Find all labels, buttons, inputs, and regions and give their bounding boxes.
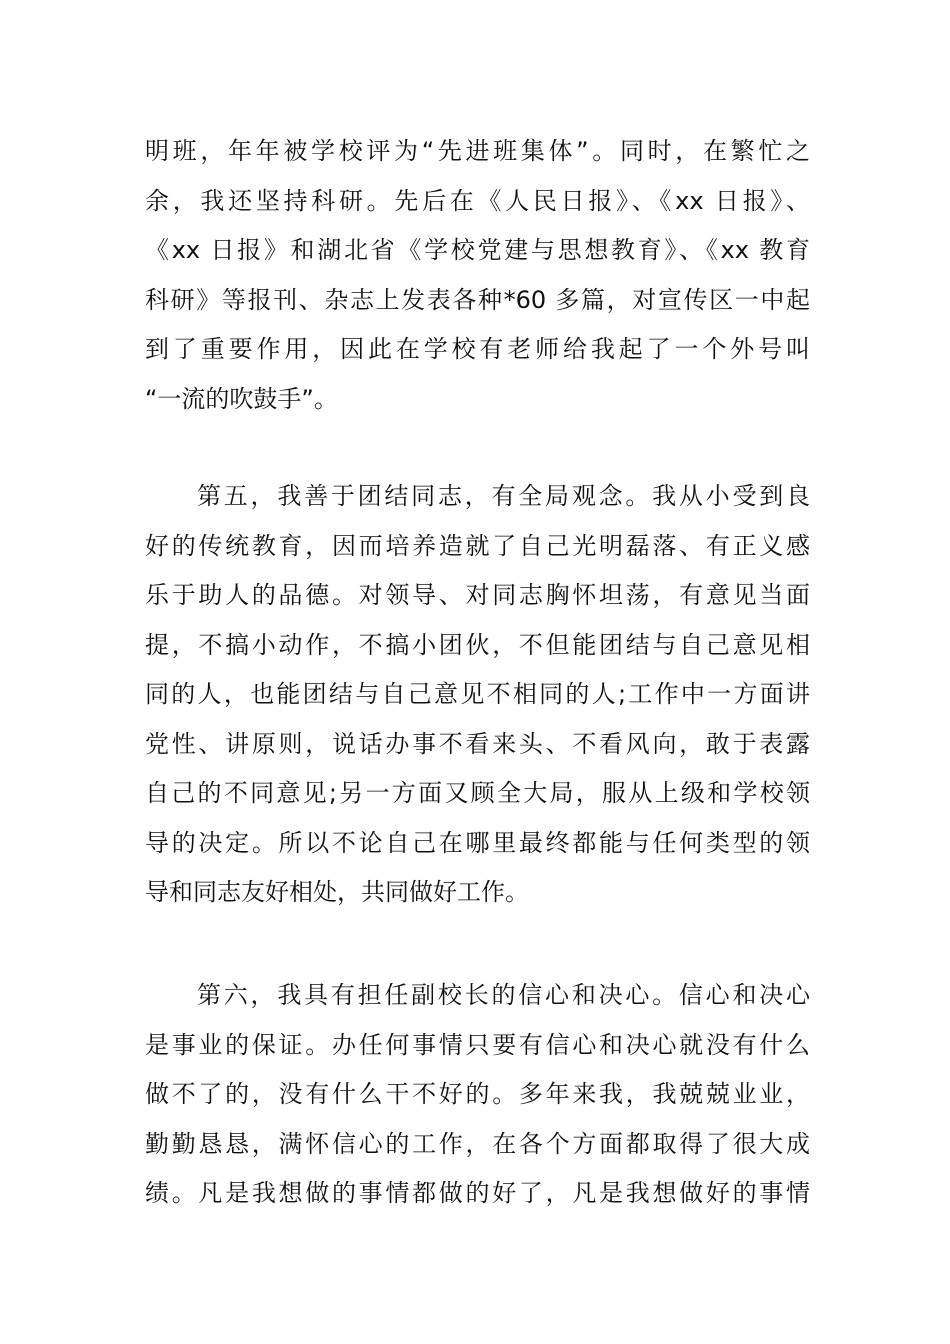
text-line: 做不了的，没有什么干不好的。多年来我，我兢兢业业， [145, 1080, 810, 1108]
text-line: 乐于助人的品德。对领导、对同志胸怀坦荡，有意见当面 [145, 581, 810, 609]
paragraph-class-achievements [145, 127, 810, 424]
text-line: 明班，年年被学校评为“先进班集体”。同时，在繁忙之 [145, 137, 810, 165]
text-line: 余，我还坚持科研。先后在《人民日报》、《xx 日报》、 [145, 186, 810, 215]
text-line: 自己的不同意见;另一方面又顾全大局，服从上级和学校领 [145, 779, 810, 807]
text-line: 导的决定。所以不论自己在哪里最终都能与任何类型的领 [145, 828, 810, 857]
text-line: “一流的吹鼓手”。 [145, 384, 338, 413]
text-line: 科研》等报刊、杂志上发表各种*60 多篇，对宣传区一中起 [145, 285, 810, 314]
text-line: 提，不搞小动作，不搞小团伙，不但能团结与自己意见相 [145, 630, 810, 659]
text-line: 《xx 日报》和湖北省《学校党建与思想教育》、《xx 教育 [145, 236, 810, 264]
paragraph-point-six [145, 971, 810, 1219]
text-line: 好的传统教育，因而培养造就了自己光明磊落、有正义感 [145, 531, 810, 560]
text-line: 到了重要作用，因此在学校有老师给我起了一个外号叫 [145, 335, 810, 363]
text-line: 同的人，也能团结与自己意见不相同的人;工作中一方面讲 [145, 680, 810, 708]
text-line: 是事业的保证。办任何事情只要有信心和决心就没有什么 [145, 1030, 810, 1059]
text-line: 导和同志友好相处，共同做好工作。 [145, 878, 529, 906]
text-line: 第六，我具有担任副校长的信心和决心。信心和决心 [197, 981, 810, 1009]
text-line: 绩。凡是我想做的事情都做的好了，凡是我想做好的事情 [145, 1179, 810, 1207]
text-line: 党性、讲原则，说话办事不看来头、不看风向，敢于表露 [145, 729, 810, 758]
paragraph-point-five [145, 472, 810, 918]
text-line: 第五，我善于团结同志，有全局观念。我从小受到良 [197, 482, 810, 510]
text-line: 勤勤恳恳，满怀信心的工作，在各个方面都取得了很大成 [145, 1129, 810, 1158]
